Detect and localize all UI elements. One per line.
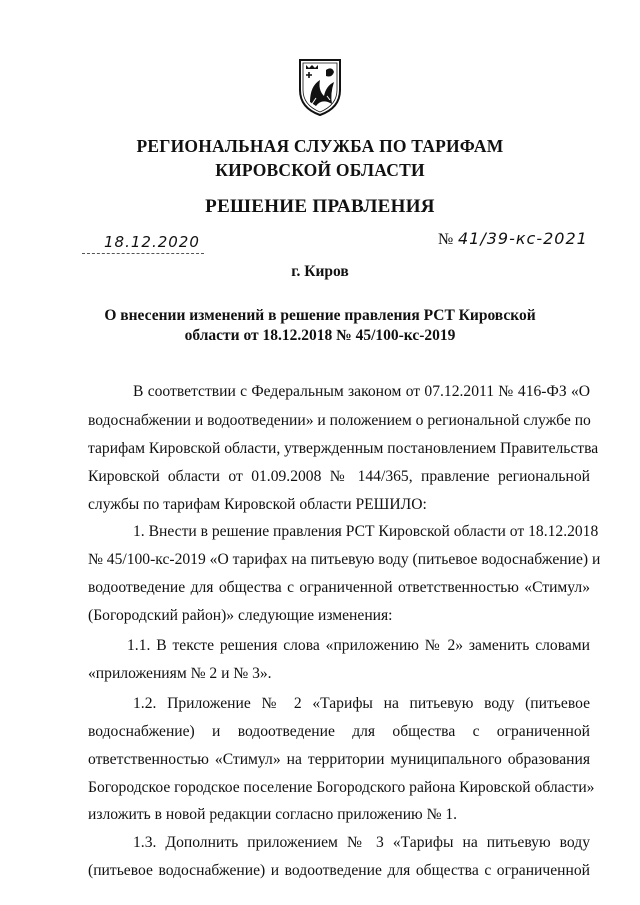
number-label: № bbox=[438, 231, 454, 248]
text-line: изложить в новой редакции согласно приложению № 1. bbox=[88, 806, 458, 823]
text-line: службы по тарифам Кировской области РЕШИЛО: bbox=[88, 496, 427, 513]
text-line: ответственностью «Стимул» на территории муниципального образования bbox=[88, 751, 590, 768]
text-line: 1. Внести в решение правления РСТ Кировской области от 18.12.2018 bbox=[133, 523, 599, 540]
document-type-title: РЕШЕНИЕ ПРАВЛЕНИЯ bbox=[205, 196, 435, 217]
text-line: 1.2. Приложение № 2 «Тарифы на питьевую воду (питьевое bbox=[133, 695, 590, 712]
subject-line: О внесении изменений в решение правления РСТ Кировской bbox=[104, 307, 536, 324]
text-line: водоснабжение) и водоотведение для общества с ограниченной bbox=[88, 723, 590, 740]
number-value: 41/39-кс-2021 bbox=[458, 229, 588, 248]
subject-line: области от 18.12.2018 № 45/100-кс-2019 bbox=[184, 327, 456, 344]
text-line: водоотведение для общества с ограниченной ответственностью «Стимул» bbox=[88, 579, 590, 596]
city-line: г. Киров bbox=[291, 263, 349, 280]
date-value: 18.12.2020 bbox=[104, 233, 200, 251]
text-line: 1.3. Дополнить приложением № 3 «Тарифы на питьевую воду bbox=[133, 834, 590, 851]
organization-name-line2: КИРОВСКОЙ ОБЛАСТИ bbox=[215, 160, 425, 180]
text-line: Кировской области от 01.09.2008 № 144/365, правление региональной bbox=[88, 468, 590, 485]
text-line: тарифам Кировской области, утвержденным постановлением Правительства bbox=[88, 440, 599, 457]
subject-heading bbox=[100, 306, 540, 346]
text-line: (Богородский район)» следующие изменения: bbox=[88, 607, 393, 624]
text-line: В соответствии с Федеральным законом от 07.12.2011 № 416-ФЗ «О bbox=[133, 383, 590, 400]
text-line: 1.1. В тексте решения слова «приложению № 2» заменить словами bbox=[127, 637, 590, 654]
text-line: (питьевое водоснабжение) и водоотведение для общества с ограниченной bbox=[88, 862, 590, 879]
coat-of-arms-icon bbox=[296, 56, 344, 118]
text-line: № 45/100-кс-2019 «О тарифах на питьевую воду (питьевое водоснабжение) и bbox=[88, 551, 601, 568]
date-field bbox=[82, 233, 204, 254]
text-line: Богородское городское поселение Богородского района Кировской области» bbox=[88, 779, 595, 796]
organization-name-line1: РЕГИОНАЛЬНАЯ СЛУЖБА ПО ТАРИФАМ bbox=[136, 136, 504, 156]
text-line: водоснабжении и водоотведении» и положением о региональной службе по bbox=[88, 412, 591, 429]
document-number-field bbox=[438, 229, 598, 251]
text-line: «приложениям № 2 и № 3». bbox=[88, 665, 272, 682]
